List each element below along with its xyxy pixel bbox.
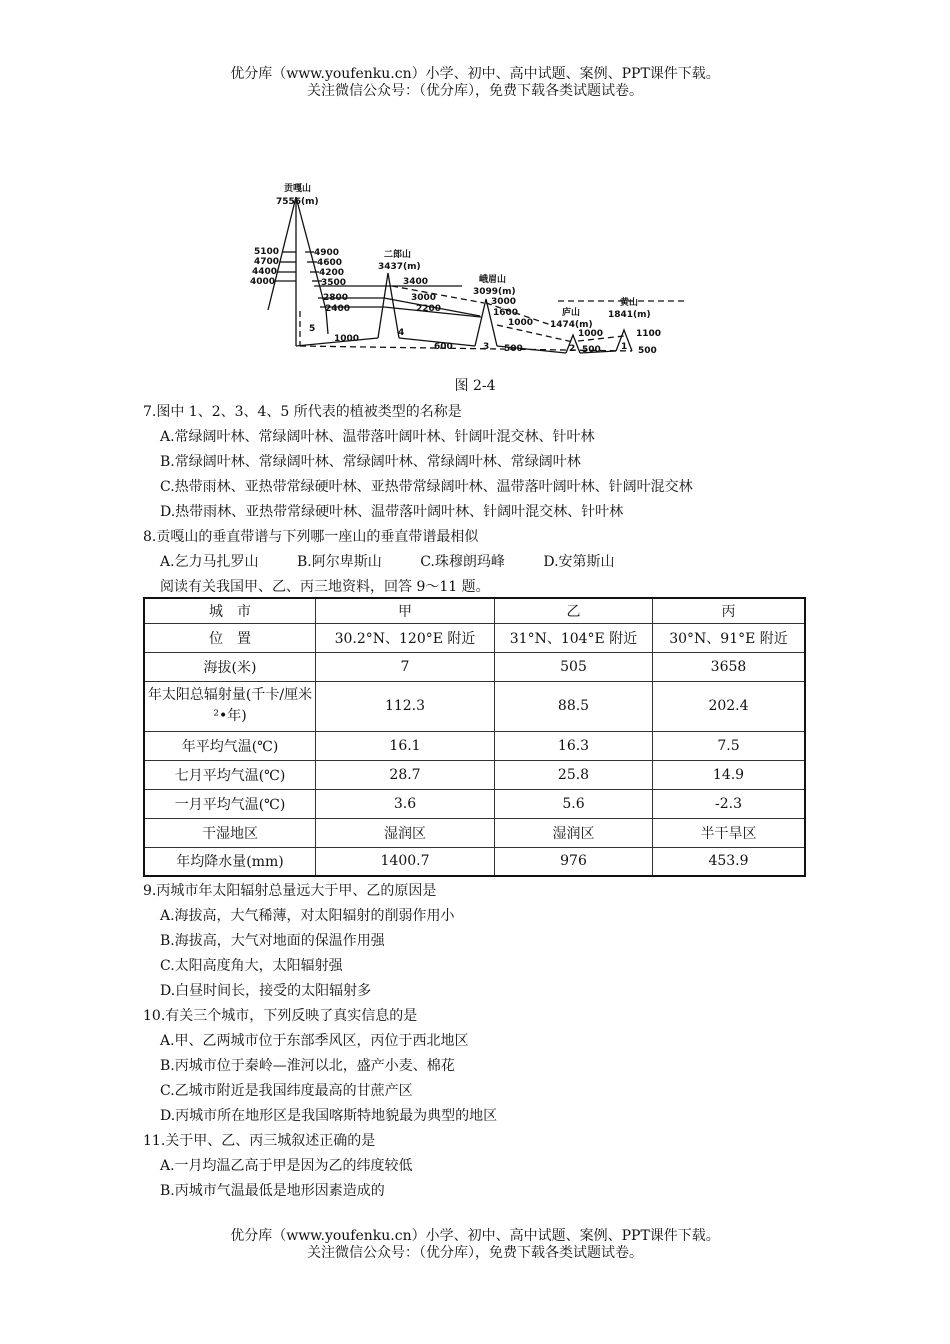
footer-line-2: 关注微信公众号：（优分库），免费下载各类试题试卷。 bbox=[307, 1245, 643, 1261]
altitude-label: 4600 bbox=[317, 258, 343, 268]
question-stem: 11.关于甲、乙、丙三城叙述正确的是 bbox=[143, 1133, 376, 1149]
answer-option: C.热带雨林、亚热带常绿硬叶林、亚热带常绿阔叶林、温带落叶阔叶林、针阔叶混交林 bbox=[160, 479, 693, 495]
zone-number: 5 bbox=[309, 324, 316, 334]
answer-option: A.甲、乙两城市位于东部季风区，丙位于西北地区 bbox=[160, 1033, 469, 1049]
table-row bbox=[144, 731, 805, 760]
answer-options-row bbox=[143, 550, 843, 575]
table-cell: 16.1 bbox=[316, 731, 495, 760]
answer-option: B.阿尔卑斯山 bbox=[297, 554, 382, 570]
zone-number: 2 bbox=[569, 344, 576, 354]
answer-option: B.丙城市气温最低是地形因素造成的 bbox=[160, 1183, 385, 1199]
header-line-1: 优分库（www.youfenku.cn）小学、初中、高中试题、案例、PPT课件下载。 bbox=[230, 66, 720, 82]
altitude-label: 3400 bbox=[403, 277, 429, 287]
answer-option: A.乞力马扎罗山 bbox=[160, 554, 259, 570]
altitude-label: 1000 bbox=[578, 329, 604, 339]
altitude-label: 4000 bbox=[250, 277, 276, 287]
table-cell: 年太阳总辐射量(千卡/厘米²•年) bbox=[144, 681, 316, 731]
altitude-label: 4900 bbox=[314, 248, 340, 258]
altitude-label: 1100 bbox=[636, 329, 662, 339]
altitude-label: 2800 bbox=[323, 293, 349, 303]
page-header bbox=[0, 66, 950, 100]
mountain-height: 7556(m) bbox=[276, 197, 319, 207]
answer-option: D.热带雨林、亚热带常绿硬叶林、温带落叶阔叶林、针阔叶混交林、针叶林 bbox=[160, 504, 624, 520]
mountain-name: 黄山 bbox=[620, 298, 639, 308]
altitude-label: 3000 bbox=[491, 297, 517, 307]
answer-option: C.乙城市附近是我国纬度最高的甘蔗产区 bbox=[160, 1083, 413, 1099]
table-cell: 25.8 bbox=[495, 760, 653, 789]
table-cell: 一月平均气温(℃) bbox=[144, 789, 316, 818]
answer-option: C.珠穆朗玛峰 bbox=[420, 554, 505, 570]
vertical-zonation-diagram bbox=[248, 183, 698, 363]
table-row bbox=[144, 623, 805, 652]
table-cell: 505 bbox=[495, 652, 653, 681]
table-cell: 3.6 bbox=[316, 789, 495, 818]
table-cell: 976 bbox=[495, 847, 653, 876]
table-row bbox=[144, 652, 805, 681]
answer-option: D.丙城市所在地形区是我国喀斯特地貌最为典型的地区 bbox=[160, 1108, 498, 1124]
table-row bbox=[144, 818, 805, 847]
table-cell: 半干旱区 bbox=[653, 818, 806, 847]
answer-option: B.丙城市位于秦岭—淮河以北，盛产小麦、棉花 bbox=[160, 1058, 455, 1074]
table-cell: 202.4 bbox=[653, 681, 806, 731]
table-cell: 年平均气温(℃) bbox=[144, 731, 316, 760]
altitude-label: 1000 bbox=[508, 318, 534, 328]
mountain-height: 1841(m) bbox=[608, 310, 651, 320]
table-header-cell: 乙 bbox=[495, 598, 653, 623]
zone-number: 1 bbox=[621, 342, 628, 352]
table-cell: 14.9 bbox=[653, 760, 806, 789]
table-cell: 112.3 bbox=[316, 681, 495, 731]
table-row bbox=[144, 847, 805, 876]
table-cell: 海拔(米) bbox=[144, 652, 316, 681]
question-stem: 7.图中 1、2、3、4、5 所代表的植被类型的名称是 bbox=[143, 404, 462, 420]
altitude-label: 4200 bbox=[319, 268, 345, 278]
table-cell: 31°N、104°E 附近 bbox=[495, 623, 653, 652]
table-cell: 30°N、91°E 附近 bbox=[653, 623, 806, 652]
mountain-name: 贡嘎山 bbox=[284, 184, 312, 194]
table-cell: 干湿地区 bbox=[144, 818, 316, 847]
answer-option: A.常绿阔叶林、常绿阔叶林、温带落叶阔叶林、针阔叶混交林、针叶林 bbox=[160, 429, 595, 445]
altitude-label: 500 bbox=[582, 345, 601, 355]
table-cell: 位 置 bbox=[144, 623, 316, 652]
altitude-label: 500 bbox=[504, 344, 523, 354]
table-cell: 88.5 bbox=[495, 681, 653, 731]
table-cell: 湿润区 bbox=[495, 818, 653, 847]
table-header-cell: 城 市 bbox=[144, 598, 316, 623]
table-row bbox=[144, 760, 805, 789]
footer-line-1: 优分库（www.youfenku.cn）小学、初中、高中试题、案例、PPT课件下载。 bbox=[230, 1228, 720, 1244]
table-cell: 30.2°N、120°E 附近 bbox=[316, 623, 495, 652]
reading-intro: 阅读有关我国甲、乙、丙三地资料，回答 9～11 题。 bbox=[160, 579, 490, 595]
table-cell: 3658 bbox=[653, 652, 806, 681]
answer-option: B.常绿阔叶林、常绿阔叶林、常绿阔叶林、常绿阔叶林、常绿阔叶林 bbox=[160, 454, 581, 470]
table-cell: 5.6 bbox=[495, 789, 653, 818]
answer-option: C.太阳高度角大，太阳辐射强 bbox=[160, 958, 343, 974]
altitude-label: 4400 bbox=[252, 267, 278, 277]
table-cell: 453.9 bbox=[653, 847, 806, 876]
mountain-name: 二郎山 bbox=[384, 250, 412, 260]
mountain-name: 峨眉山 bbox=[479, 275, 507, 285]
zone-number: 4 bbox=[398, 328, 405, 338]
mountain-height: 3099(m) bbox=[473, 287, 516, 297]
header-line-2: 关注微信公众号：（优分库），免费下载各类试题试卷。 bbox=[307, 83, 643, 99]
altitude-label: 500 bbox=[638, 346, 657, 356]
table-header-row bbox=[144, 598, 805, 623]
answer-option: A.海拔高，大气稀薄，对太阳辐射的削弱作用小 bbox=[160, 908, 455, 924]
question-stem: 9.丙城市年太阳辐射总量远大于甲、乙的原因是 bbox=[143, 883, 437, 899]
table-cell: 28.7 bbox=[316, 760, 495, 789]
mountain-name: 庐山 bbox=[562, 308, 581, 318]
altitude-label: 600 bbox=[434, 342, 453, 352]
answer-option: A.一月均温乙高于甲是因为乙的纬度较低 bbox=[160, 1158, 413, 1174]
answer-option: D.安第斯山 bbox=[543, 554, 615, 570]
answer-option: D.白昼时间长，接受的太阳辐射多 bbox=[160, 983, 372, 999]
mountain-height: 1474(m) bbox=[550, 320, 593, 330]
altitude-label: 3000 bbox=[411, 293, 437, 303]
table-cell: 7 bbox=[316, 652, 495, 681]
zone-number: 3 bbox=[483, 342, 490, 352]
page-footer bbox=[0, 1228, 950, 1262]
table-header-cell: 甲 bbox=[316, 598, 495, 623]
table-cell: 七月平均气温(℃) bbox=[144, 760, 316, 789]
table-row bbox=[144, 681, 805, 731]
table-cell: 7.5 bbox=[653, 731, 806, 760]
altitude-label: 3500 bbox=[321, 278, 347, 288]
table-cell: 年均降水量(mm) bbox=[144, 847, 316, 876]
table-header-cell: 丙 bbox=[653, 598, 806, 623]
table-row bbox=[144, 789, 805, 818]
question-stem: 10.有关三个城市，下列反映了真实信息的是 bbox=[143, 1008, 418, 1024]
table-cell: 湿润区 bbox=[316, 818, 495, 847]
altitude-label: 1600 bbox=[493, 308, 519, 318]
table-cell: 1400.7 bbox=[316, 847, 495, 876]
figure-caption: 图 2-4 bbox=[454, 378, 496, 394]
altitude-label: 1000 bbox=[334, 334, 360, 344]
altitude-label: 2400 bbox=[325, 304, 351, 314]
erlang-peak bbox=[378, 273, 399, 338]
questions-9-11 bbox=[143, 879, 843, 1204]
question-stem: 8.贡嘎山的垂直带谱与下列哪一座山的垂直带谱最相似 bbox=[143, 529, 479, 545]
altitude-label: 4700 bbox=[254, 257, 280, 267]
mountain-height: 3437(m) bbox=[378, 262, 421, 272]
table-cell: -2.3 bbox=[653, 789, 806, 818]
altitude-label: 2200 bbox=[416, 304, 442, 314]
city-data-table bbox=[143, 597, 806, 877]
altitude-label: 5100 bbox=[254, 247, 280, 257]
answer-option: B.海拔高，大气对地面的保温作用强 bbox=[160, 933, 385, 949]
table-cell: 16.3 bbox=[495, 731, 653, 760]
questions-7-8 bbox=[143, 400, 843, 600]
